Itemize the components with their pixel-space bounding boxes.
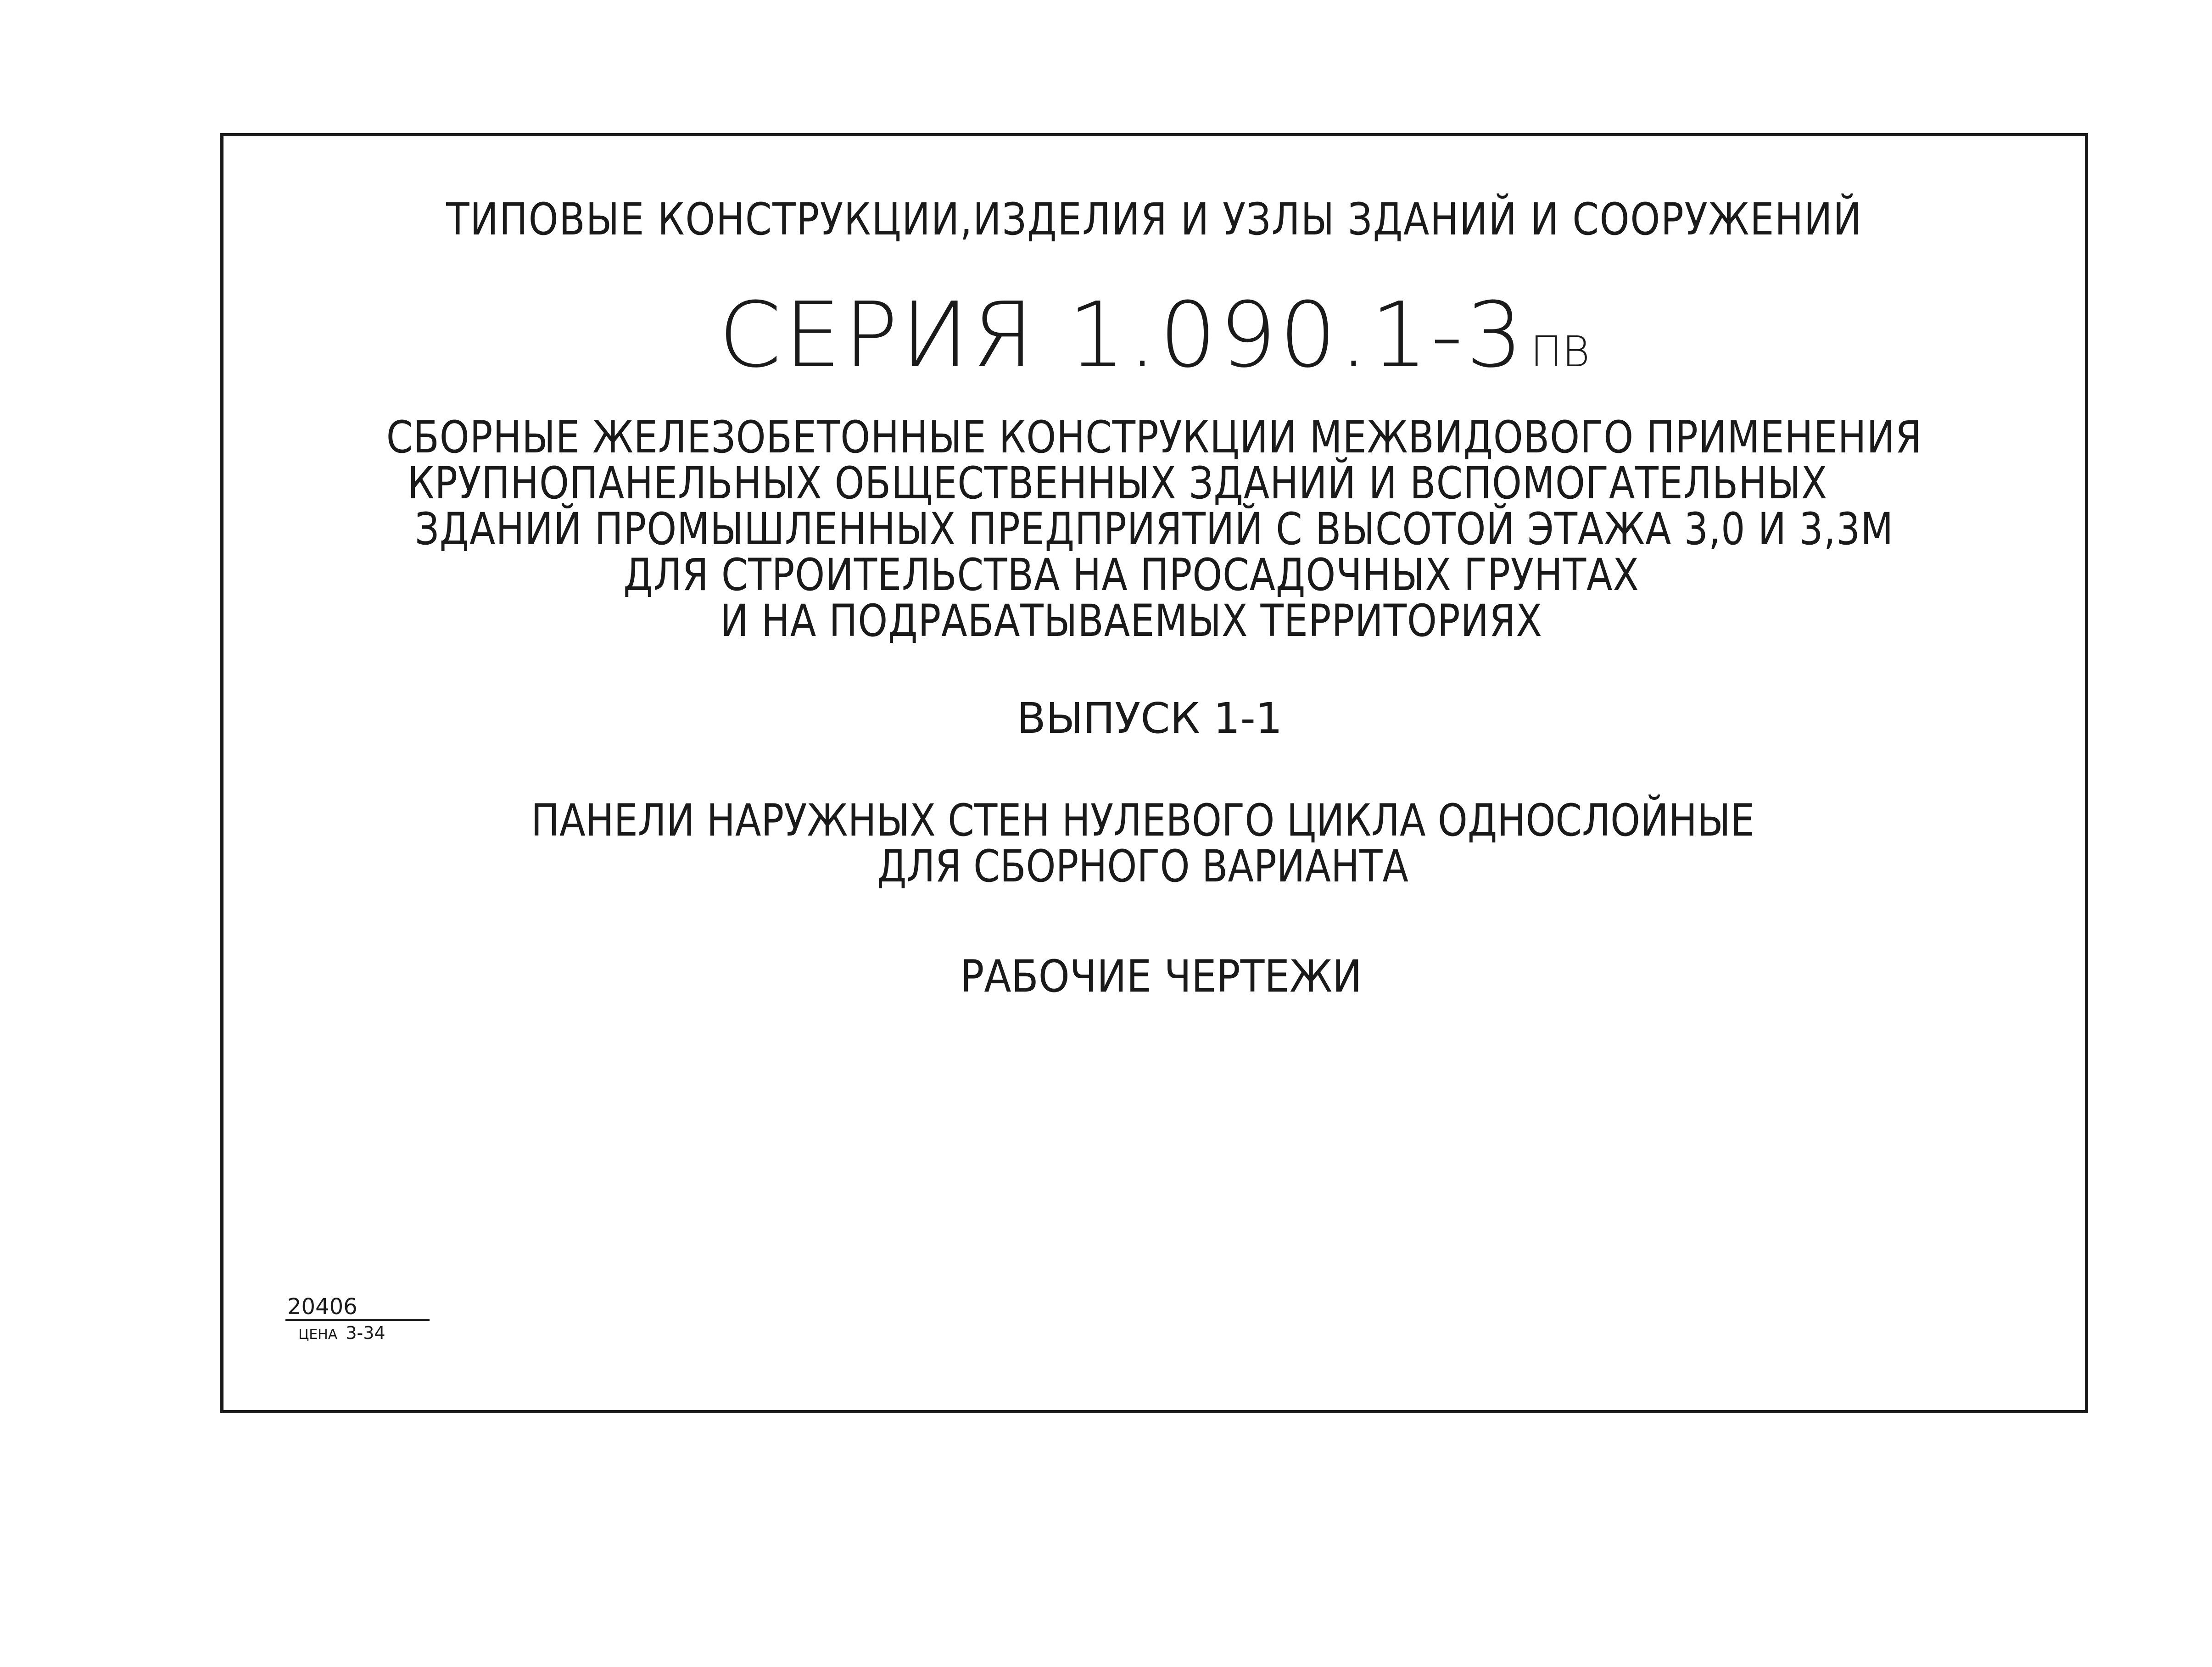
product-line-1: ПАНЕЛИ НАРУЖНЫХ СТЕН НУЛЕВОГО ЦИКЛА ОДНОСЛОЙНЫЕ: [531, 795, 1754, 846]
document-type: РАБОЧИЕ ЧЕРТЕЖИ: [960, 951, 1362, 1002]
archive-number: 20406: [285, 1295, 430, 1321]
description-line-1: СБОРНЫЕ ЖЕЛЕЗОБЕТОННЫЕ КОНСТРУКЦИИ МЕЖВИДОВОГО ПРИМЕНЕНИЯ: [386, 412, 1922, 463]
series-number: СЕРИЯ 1.090.1-3: [718, 283, 1526, 388]
product-line-2: ДЛЯ СБОРНОГО ВАРИАНТА: [877, 841, 1409, 892]
description-line-4: ДЛЯ СТРОИТЕЛЬСТВА НА ПРОСАДОЧНЫХ ГРУНТАХ: [623, 549, 1639, 601]
price-value: 3-34: [346, 1323, 385, 1343]
series-suffix: ПВ: [1530, 327, 1590, 376]
description-line-2: КРУПНОПАНЕЛЬНЫХ ОБЩЕСТВЕННЫХ ЗДАНИЙ И ВСПОМОГАТЕЛЬНЫХ: [407, 457, 1828, 509]
price-label: ЦЕНА: [298, 1327, 338, 1343]
price-line: [285, 1325, 432, 1343]
series-heading: ТИПОВЫЕ КОНСТРУКЦИИ,ИЗДЕЛИЯ И УЗЛЫ ЗДАНИЙ И СООРУЖЕНИЙ: [446, 194, 1862, 245]
archive-stamp: [285, 1295, 432, 1343]
title-sheet-frame: [220, 133, 2088, 1413]
series-number-line: [223, 283, 2085, 388]
issue-title: ВЫПУСК 1-1: [1017, 694, 1283, 743]
description-line-3: ЗДАНИЙ ПРОМЫШЛЕННЫХ ПРЕДПРИЯТИЙ С ВЫСОТОЙ ЭТАЖА 3,0 И 3,3М: [414, 503, 1894, 555]
description-line-5: И НА ПОДРАБАТЫВАЕМЫХ ТЕРРИТОРИЯХ: [720, 595, 1542, 647]
